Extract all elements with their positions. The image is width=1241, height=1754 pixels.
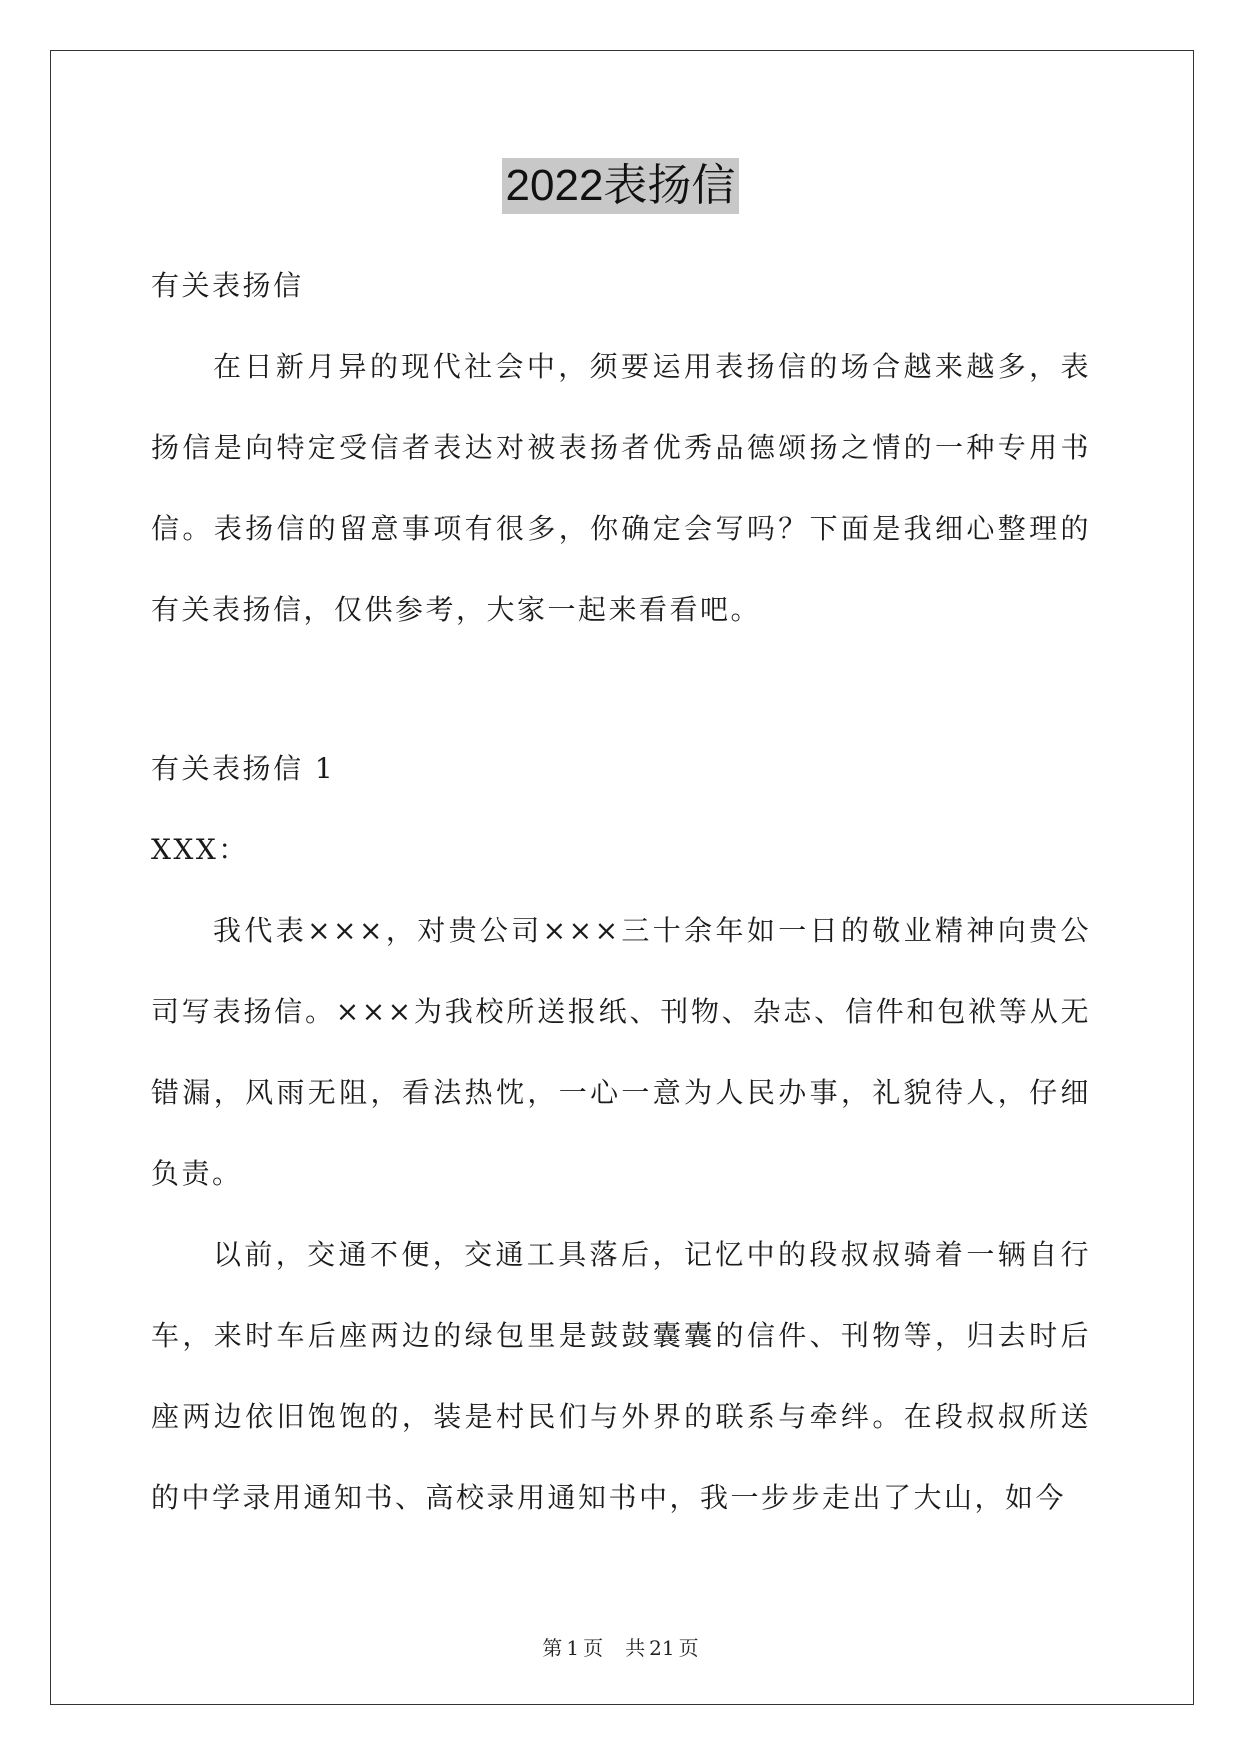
total-suffix: 页	[678, 1636, 699, 1660]
intro-paragraph: 在日新月异的现代社会中，须要运用表扬信的场合越来越多，表扬信是向特定受信者表达对被表扬者优秀品德颂扬之情的一种专用书信。表扬信的留意事项有很多，你确定会写吗？下面是我细心整理的有关表扬信，仅供参考，大家一起来看看吧。	[151, 350, 1091, 626]
total-pages: 21	[649, 1636, 675, 1660]
page-footer	[0, 1632, 1241, 1661]
section-heading: 有关表扬信 1	[151, 752, 336, 785]
page-suffix: 页	[583, 1636, 604, 1660]
body-paragraph-2: 以前，交通不便，交通工具落后，记忆中的段叔叔骑着一辆自行车，来时车后座两边的绿包里是鼓鼓囊囊的信件、刊物等，归去时后座两边依旧饱饱的，装是村民们与外界的联系与牵绊。在段叔叔所送的中学录用通知书、高校录用通知书中，我一步步走出了大山，如今	[151, 1238, 1091, 1514]
document-body	[151, 245, 1091, 1538]
document-title: 2022表扬信	[502, 158, 740, 214]
page-prefix: 第	[542, 1636, 563, 1660]
document-subtitle: 有关表扬信	[151, 269, 304, 302]
title-container	[0, 158, 1241, 214]
total-prefix: 共	[625, 1636, 646, 1660]
body-paragraph-1: 我代表×××，对贵公司×××三十余年如一日的敬业精神向贵公司写表扬信。×××为我校所送报纸、刊物、杂志、信件和包袱等从无错漏，风雨无阻，看法热忱，一心一意为人民办事，礼貌待人，仔细负责。	[151, 914, 1091, 1190]
salutation: XXX：	[151, 833, 249, 866]
page-number: 1	[566, 1636, 580, 1660]
